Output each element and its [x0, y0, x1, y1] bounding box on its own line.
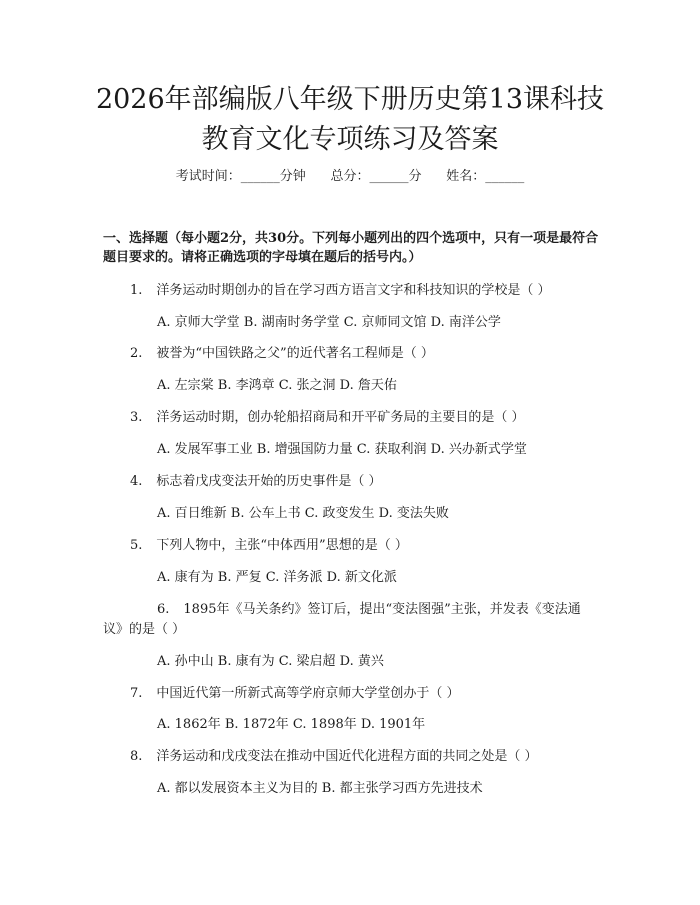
question-8 [130, 747, 592, 767]
question-3 [130, 408, 592, 428]
question-7 [130, 684, 592, 704]
question-1-options: A. 京师大学堂 B. 湖南时务学堂 C. 京师同文馆 D. 南洋公学 [157, 315, 501, 330]
question-1 [130, 281, 592, 301]
question-number: 2. [130, 346, 143, 361]
question-2 [130, 344, 592, 364]
question-5 [130, 536, 592, 556]
question-8-options: A. 都以发展资本主义为目的 B. 都主张学习西方先进技术 [157, 781, 483, 796]
question-5-options: A. 康有为 B. 严复 C. 洋务派 D. 新文化派 [157, 570, 397, 585]
question-2-options: A. 左宗棠 B. 李鸿章 C. 张之洞 D. 詹天佑 [157, 378, 397, 393]
question-number: 6. [157, 602, 170, 617]
question-text: 下列人物中，主张“中体西用”思想的是（ ） [156, 538, 408, 553]
question-text: 洋务运动和戊戌变法在推动中国近代化进程方面的共同之处是（ ） [156, 749, 538, 764]
question-text: 1895年《马关条约》签订后，提出“变法图强”主张，并发表《变法通议》的是（ ） [103, 602, 581, 637]
question-text: 标志着戊戌变法开始的历史事件是（ ） [156, 474, 382, 489]
question-number: 8. [130, 749, 143, 764]
question-number: 1. [130, 283, 143, 298]
page-title [60, 80, 640, 160]
question-number: 3. [130, 410, 143, 425]
question-6-options: A. 孙中山 B. 康有为 C. 梁启超 D. 黄兴 [157, 654, 384, 669]
question-number: 7. [130, 686, 143, 701]
title-line-2: 教育文化专项练习及答案 [201, 124, 499, 155]
question-7-options: A. 1862年 B. 1872年 C. 1898年 D. 1901年 [157, 717, 426, 732]
question-4 [130, 472, 592, 492]
question-text: 洋务运动时期创办的旨在学习西方语言文字和科技知识的学校是（ ） [156, 283, 551, 298]
question-number: 5. [130, 538, 143, 553]
question-text: 洋务运动时期，创办轮船招商局和开平矿务局的主要目的是（ ） [156, 410, 525, 425]
question-text: 中国近代第一所新式高等学府京师大学堂创办于（ ） [156, 686, 460, 701]
question-6 [103, 600, 593, 640]
question-4-options: A. 百日维新 B. 公车上书 C. 政变发生 D. 变法失败 [157, 506, 449, 521]
question-text: 被誉为“中国铁路之父”的近代著名工程师是（ ） [156, 346, 434, 361]
exam-info: 考试时间：______分钟 总分：______分 姓名：______ [175, 169, 525, 184]
title-line-1: 2026年部编版八年级下册历史第13课科技 [95, 84, 605, 115]
question-3-options: A. 发展军事工业 B. 增强国防力量 C. 获取利润 D. 兴办新式学堂 [157, 442, 527, 457]
section-title: 一、选择题（每小题2分，共30分。下列每小题列出的四个选项中，只有一项是最符合题目要求的。请将正确选项的字母填在题后的括号内。） [103, 231, 599, 265]
question-number: 4. [130, 474, 143, 489]
